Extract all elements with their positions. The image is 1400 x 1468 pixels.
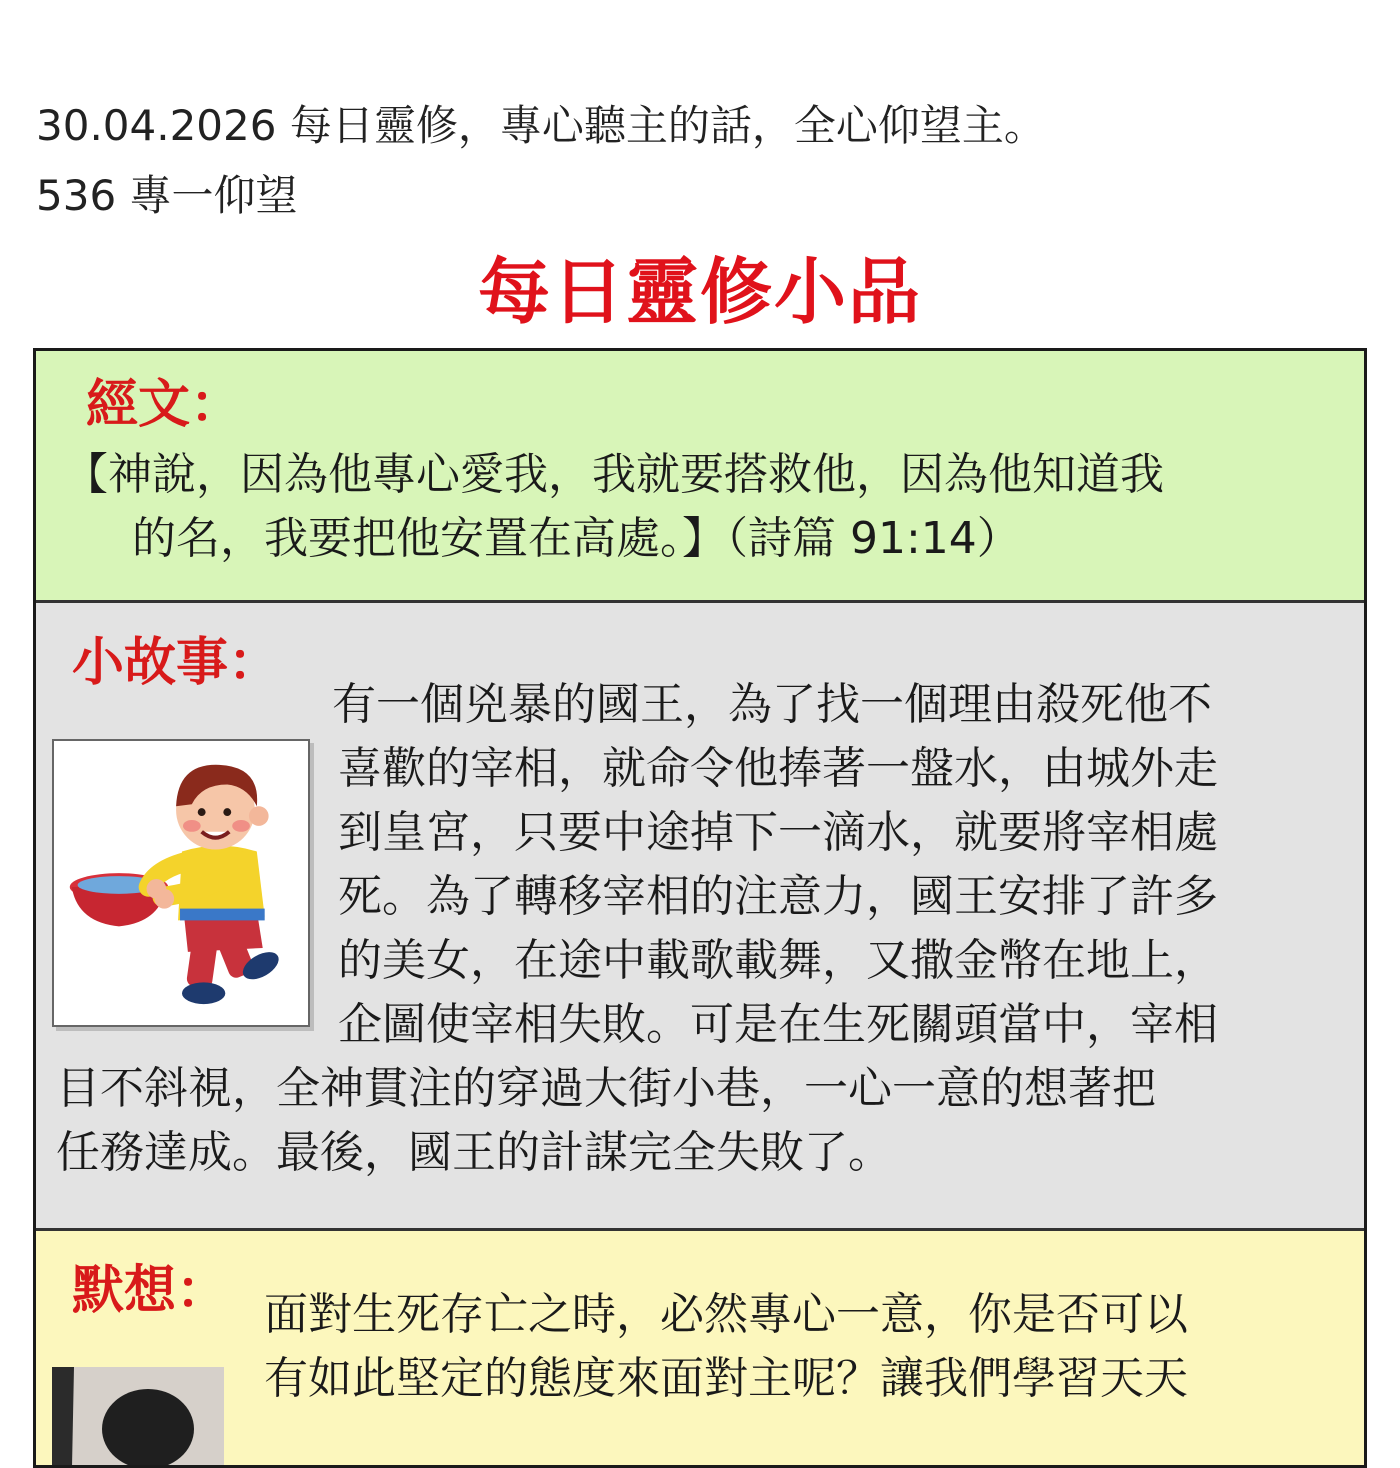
date-headline: 30.04.2026 每日靈修，專心聽主的話，全心仰望主。 <box>36 101 1046 150</box>
story-line-3: 到皇宮，只要中途掉下一滴水，就要將宰相處 <box>338 807 1218 858</box>
story-line-4: 死。為了轉移宰相的注意力，國王安排了許多 <box>338 871 1218 922</box>
story-label: 小故事： <box>72 633 281 693</box>
story-line-2: 喜歡的宰相，就命令他捧著一盤水，由城外走 <box>338 743 1218 794</box>
reflection-line-1: 面對生死存亡之時，必然專心一意，你是否可以 <box>264 1289 1188 1340</box>
scripture-line-1: 【神說，因為他專心愛我，我就要搭救他，因為他知道我 <box>64 449 1164 500</box>
hymn-number-title: 536 專一仰望 <box>36 171 298 220</box>
story-line-8: 任務達成。最後，國王的計謀完全失敗了。 <box>56 1127 892 1178</box>
reflection-line-2: 有如此堅定的態度來面對主呢？讓我們學習天天 <box>264 1353 1188 1404</box>
partial-photo-thumbnail <box>52 1367 224 1468</box>
devotional-frame <box>33 348 1367 1468</box>
scripture-line-2: 的名，我要把他安置在高處。】（詩篇 91:14） <box>132 513 1021 564</box>
story-line-1: 有一個兇暴的國王，為了找一個理由殺死他不 <box>332 679 1212 730</box>
story-line-6: 企圖使宰相失敗。可是在生死關頭當中，宰相 <box>338 999 1218 1050</box>
reflection-label: 默想： <box>72 1261 229 1321</box>
scripture-label: 經文： <box>86 375 243 435</box>
scripture-text <box>64 443 1344 571</box>
scripture-section <box>36 351 1364 603</box>
story-section <box>36 603 1364 1231</box>
story-line-5: 的美女，在途中載歌載舞，又撒金幣在地上， <box>338 935 1218 986</box>
story-line-7: 目不斜視，全神貫注的穿過大街小巷，一心一意的想著把 <box>56 1063 1156 1114</box>
page-title: 每日靈修小品 <box>477 250 922 334</box>
reflection-section <box>36 1231 1364 1468</box>
boy-carrying-water-basin-illustration <box>52 739 310 1027</box>
